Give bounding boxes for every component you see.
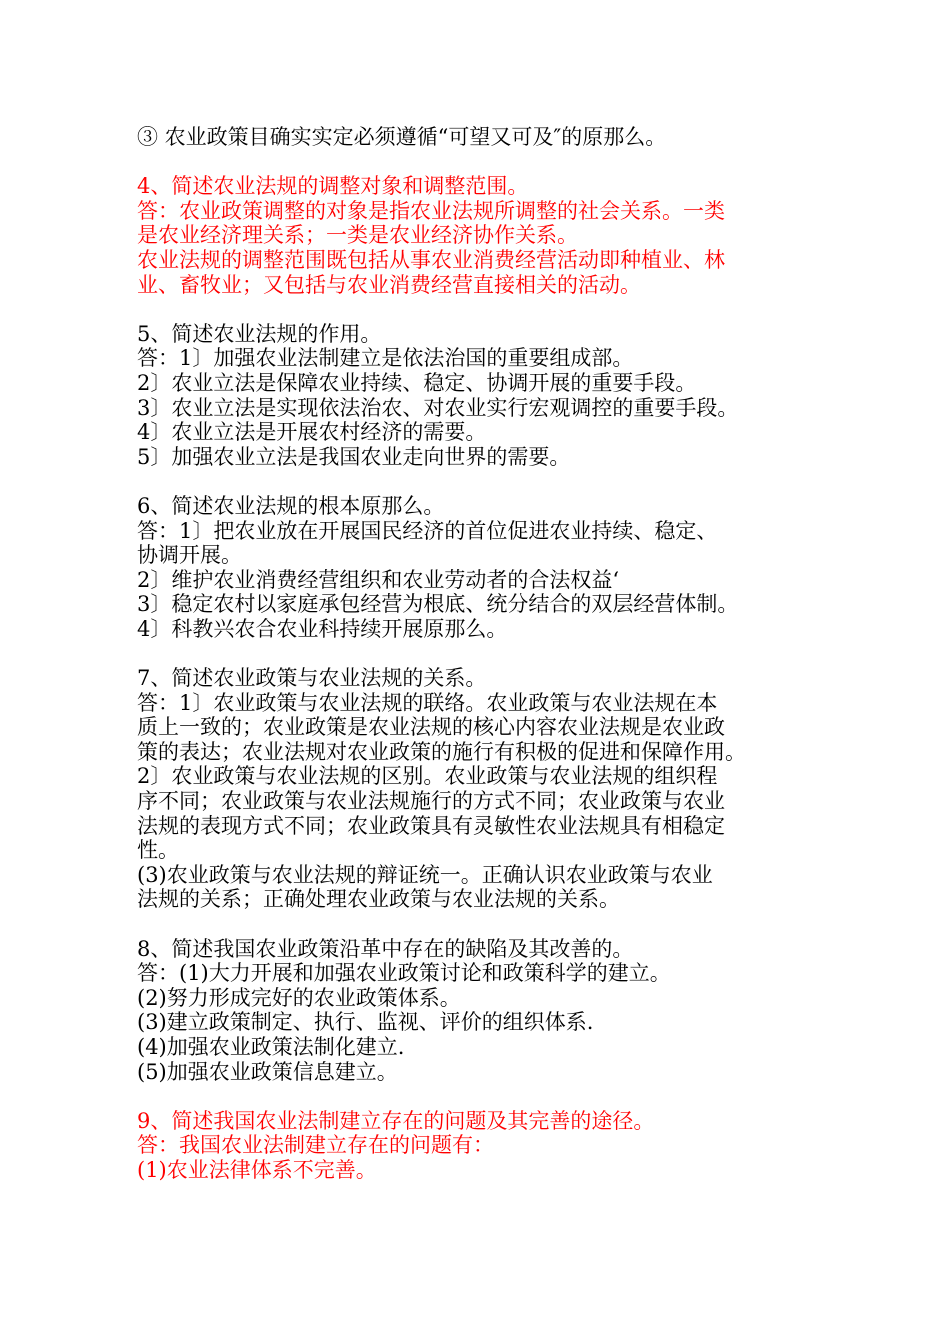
question-4-answer-line: 农业法规的调整范围既包括从事农业消费经营活动即种植业、林 [137,247,725,272]
question-7-answer-line: 答：1〕农业政策与农业法规的联络。农业政策与农业法规在本 [137,690,718,715]
paragraph-spacer [137,641,827,666]
question-4-block [137,174,827,297]
question-9-answer-line: (1)农业法律体系不完善。 [137,1157,377,1182]
question-5-answer-line: 3〕农业立法是实现依法治农、对农业实行宏观调控的重要手段。 [137,395,739,420]
question-6-answer-line: 2〕维护农业消费经营组织和农业劳动者的合法权益‘ [137,567,620,592]
question-7-heading: 7、简述农业政策与农业法规的关系。 [137,666,487,691]
question-7-answer-line: 策的表达；农业法规对农业政策的施行有积极的促进和保障作用。 [137,739,746,764]
question-6-answer-line: 3〕稳定农村以家庭承包经营为根底、统分结合的双层经营体制。 [137,592,739,617]
question-9-heading: 9、简述我国农业法制建立存在的问题及其完善的途径。 [137,1108,655,1133]
question-8-answer-line: (4)加强农业政策法制化建立. [137,1034,405,1059]
question-6-answer-line: 4〕科教兴农合农业科持续开展原那么。 [137,616,508,641]
question-5-answer-line: 2〕农业立法是保障农业持续、稳定、协调开展的重要手段。 [137,370,697,395]
paragraph-spacer [137,469,827,494]
question-5-block [137,322,827,470]
question-5-answer-line: 4〕农业立法是开展农村经济的需要。 [137,420,487,445]
question-4-answer-line: 是农业经济理关系；一类是农业经济协作关系。 [137,223,578,248]
question-5-answer-line: 5〕加强农业立法是我国农业走向世界的需要。 [137,444,571,469]
paragraph-spacer [137,150,827,175]
question-7-block [137,666,827,912]
question-8-answer-line: (5)加强农业政策信息建立。 [137,1059,398,1084]
question-5-answer-line: 答：1〕加强农业法制建立是依法治国的重要组成部。 [137,346,634,371]
question-7-answer-line: 2〕农业政策与农业法规的区别。农业政策与农业法规的组织程 [137,764,718,789]
question-9-answer-line: 答：我国农业法制建立存在的问题有： [137,1133,494,1158]
question-8-block [137,937,827,1085]
question-7-answer-line: 序不同；农业政策与农业法规施行的方式不同；农业政策与农业 [137,789,725,814]
intro-line: ③ 农业政策目确实实定必须遵循“可望又可及″的原那么。 [137,125,667,149]
question-4-answer-line: 业、畜牧业；又包括与农业消费经营直接相关的活动。 [137,272,641,297]
question-7-answer-line: (3)农业政策与农业法规的辩证统一。正确认识农业政策与农业 [137,862,713,887]
question-5-heading: 5、简述农业法规的作用。 [137,321,382,346]
paragraph-spacer [137,297,827,322]
question-8-answer-line: 答：(1)大力开展和加强农业政策讨论和政策科学的建立。 [137,961,671,986]
question-6-block [137,494,827,642]
question-6-answer-line: 协调开展。 [137,543,242,568]
question-4-answer-line: 答：农业政策调整的对象是指农业法规所调整的社会关系。一类 [137,198,725,223]
document-page [137,125,827,1183]
question-6-answer-line: 答：1〕把农业放在开展国民经济的首位促进农业持续、稳定、 [137,518,718,543]
question-8-answer-line: (3)建立政策制定、执行、监视、评价的组织体系. [137,1010,594,1035]
question-7-answer-line: 法规的表现方式不同；农业政策具有灵敏性农业法规具有相稳定 [137,813,725,838]
question-7-answer-line: 性。 [137,838,179,863]
paragraph-spacer [137,1084,827,1109]
question-8-heading: 8、简述我国农业政策沿革中存在的缺陷及其改善的。 [137,936,634,961]
question-4-heading: 4、简述农业法规的调整对象和调整范围。 [137,174,529,199]
paragraph-spacer [137,912,827,937]
question-7-answer-line: 质上一致的；农业政策是农业法规的核心内容农业法规是农业政 [137,715,725,740]
question-9-block [137,1109,827,1183]
question-8-answer-line: (2)努力形成完好的农业政策体系。 [137,985,461,1010]
question-6-heading: 6、简述农业法规的根本原那么。 [137,493,445,518]
question-7-answer-line: 法规的关系；正确处理农业政策与农业法规的关系。 [137,887,620,912]
